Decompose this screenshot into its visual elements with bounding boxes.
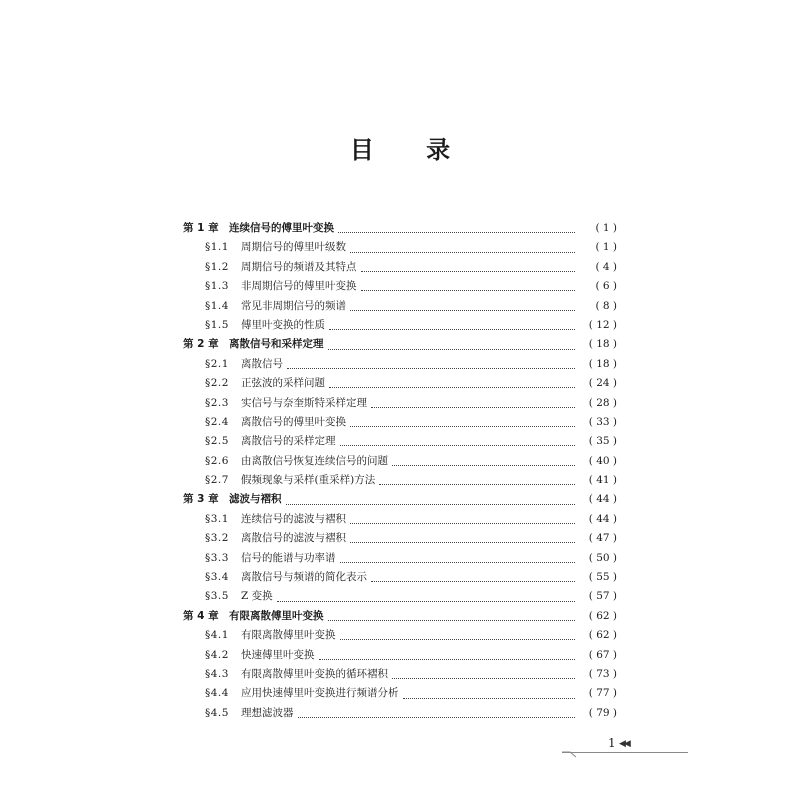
toc-entry-page: ( 50 ) (588, 551, 617, 564)
toc-entry-page: ( 41 ) (588, 474, 617, 487)
toc-leader-dots (319, 659, 576, 660)
table-of-contents (183, 220, 617, 724)
toc-entry-title: 常见非周期信号的频谱 (241, 299, 346, 312)
toc-leader-dots (298, 717, 576, 718)
toc-entry-page: ( 62 ) (588, 629, 617, 642)
toc-entry-number: §3.3 (205, 551, 229, 564)
toc-section-entry (183, 588, 617, 607)
toc-entry-page: ( 77 ) (588, 687, 617, 700)
toc-entry-page: ( 33 ) (588, 415, 617, 428)
toc-section-entry (183, 414, 617, 433)
toc-entry-title: 信号的能谱与功率谱 (241, 551, 336, 564)
footer-notch-decoration (562, 748, 576, 758)
toc-entry-page: ( 4 ) (595, 260, 617, 273)
page-title: 目 录 (349, 135, 473, 164)
toc-leader-dots (371, 407, 575, 408)
toc-section-entry (183, 530, 617, 549)
toc-entry-title: 理想滤波器 (241, 706, 294, 719)
toc-entry-title: 连续信号的傅里叶变换 (229, 222, 334, 234)
toc-entry-number: §4.4 (205, 687, 229, 700)
toc-entry-number: 第 1 章 (183, 222, 219, 234)
toc-entry-title: Z 变换 (241, 590, 273, 603)
toc-leader-dots (340, 639, 576, 640)
toc-entry-number: §1.3 (205, 280, 229, 293)
toc-entry-number: §4.1 (205, 629, 229, 642)
footer-rule (562, 752, 688, 753)
toc-leader-dots (350, 426, 575, 427)
toc-entry-page: ( 79 ) (588, 706, 617, 719)
toc-leader-dots (350, 252, 575, 253)
toc-chapter-entry (183, 336, 617, 355)
toc-entry-title: 有限离散傅里叶变换的循环褶积 (241, 667, 388, 680)
toc-entry-page: ( 12 ) (588, 318, 617, 331)
toc-entry-page: ( 67 ) (588, 648, 617, 661)
toc-entry-number: §1.2 (205, 260, 229, 273)
toc-leader-dots (371, 581, 575, 582)
footer-page-number: 1 (608, 736, 616, 750)
toc-leader-dots (392, 465, 575, 466)
toc-leader-dots (286, 504, 576, 505)
toc-entry-number: §2.1 (205, 357, 229, 370)
toc-entry-title: 离散信号和采样定理 (229, 338, 324, 351)
toc-entry-number: 第 2 章 (183, 338, 219, 351)
toc-entry-page: ( 35 ) (588, 435, 617, 448)
toc-leader-dots (379, 484, 575, 485)
toc-section-entry (183, 511, 617, 530)
toc-section-entry (183, 569, 617, 588)
toc-leader-dots (340, 445, 576, 446)
toc-entry-number: §2.5 (205, 435, 229, 448)
toc-entry-number: §3.1 (205, 512, 229, 525)
toc-entry-number: §4.2 (205, 648, 229, 661)
toc-section-entry (183, 453, 617, 472)
toc-entry-title: 连续信号的滤波与褶积 (241, 512, 346, 525)
toc-entry-page: ( 18 ) (588, 357, 617, 370)
toc-entry-page: ( 73 ) (588, 667, 617, 680)
toc-entry-number: 第 4 章 (183, 609, 219, 622)
toc-section-entry (183, 317, 617, 336)
toc-entry-page: ( 24 ) (588, 377, 617, 390)
toc-entry-number: §2.4 (205, 415, 229, 428)
toc-entry-page: ( 44 ) (588, 512, 617, 525)
toc-section-entry (183, 550, 617, 569)
toc-chapter-entry (183, 491, 617, 510)
toc-entry-title: 离散信号与频谱的简化表示 (241, 571, 367, 584)
toc-leader-dots (403, 698, 576, 699)
toc-entry-title: 正弦波的采样问题 (241, 377, 325, 390)
toc-section-entry (183, 278, 617, 297)
toc-entry-number: §2.7 (205, 474, 229, 487)
toc-entry-number: §2.3 (205, 396, 229, 409)
toc-section-entry (183, 375, 617, 394)
toc-section-entry (183, 259, 617, 278)
toc-entry-title: 实信号与奈奎斯特采样定理 (241, 396, 367, 409)
toc-section-entry (183, 666, 617, 685)
toc-entry-title: 应用快速傅里叶变换进行频谱分析 (241, 687, 399, 700)
toc-entry-number: 第 3 章 (183, 493, 219, 506)
toc-entry-number: §4.3 (205, 667, 229, 680)
footer-arrows-icon: ◀◀ (619, 739, 629, 749)
toc-entry-page: ( 57 ) (588, 590, 617, 603)
toc-entry-number: §4.5 (205, 706, 229, 719)
toc-leader-dots (350, 523, 575, 524)
toc-entry-title: 周期信号的傅里叶级数 (241, 241, 346, 254)
toc-entry-title: 由离散信号恢复连续信号的问题 (241, 454, 388, 467)
toc-entry-page: ( 47 ) (588, 532, 617, 545)
toc-entry-title: 有限离散傅里叶变换 (229, 609, 324, 622)
toc-entry-title: 离散信号的滤波与褶积 (241, 532, 346, 545)
toc-entry-number: §1.1 (205, 241, 229, 254)
toc-entry-title: 离散信号的采样定理 (241, 435, 336, 448)
toc-entry-title: 非周期信号的傅里叶变换 (241, 280, 357, 293)
toc-entry-title: 滤波与褶积 (229, 493, 282, 506)
toc-leader-dots (361, 290, 576, 291)
toc-leader-dots (328, 349, 576, 350)
toc-entry-number: §2.6 (205, 454, 229, 467)
toc-entry-number: §1.4 (205, 299, 229, 312)
toc-entry-title: 离散信号 (241, 357, 283, 370)
toc-entry-number: §3.5 (205, 590, 229, 603)
toc-entry-page: ( 18 ) (588, 338, 617, 351)
toc-leader-dots (277, 601, 575, 602)
toc-entry-page: ( 62 ) (588, 609, 617, 622)
toc-entry-title: 傅里叶变换的性质 (241, 318, 325, 331)
toc-section-entry (183, 647, 617, 666)
toc-leader-dots (350, 542, 575, 543)
toc-entry-title: 快速傅里叶变换 (241, 648, 315, 661)
toc-entry-number: §3.2 (205, 532, 229, 545)
toc-leader-dots (329, 387, 575, 388)
toc-section-entry (183, 298, 617, 317)
toc-entry-title: 离散信号的傅里叶变换 (241, 415, 346, 428)
toc-entry-title: 有限离散傅里叶变换 (241, 629, 336, 642)
toc-section-entry (183, 627, 617, 646)
toc-entry-title: 周期信号的频谱及其特点 (241, 260, 357, 273)
toc-leader-dots (328, 620, 576, 621)
toc-section-entry (183, 685, 617, 704)
toc-entry-number: §3.4 (205, 571, 229, 584)
toc-leader-dots (287, 368, 575, 369)
toc-leader-dots (350, 310, 575, 311)
toc-entry-page: ( 44 ) (588, 493, 617, 506)
toc-entry-page: ( 1 ) (595, 241, 617, 254)
toc-section-entry (183, 395, 617, 414)
toc-leader-dots (392, 678, 575, 679)
toc-section-entry (183, 705, 617, 724)
toc-leader-dots (361, 271, 576, 272)
toc-entry-number: §2.2 (205, 377, 229, 390)
toc-leader-dots (329, 329, 575, 330)
toc-chapter-entry (183, 608, 617, 627)
toc-entry-page: ( 40 ) (588, 454, 617, 467)
toc-entry-page: ( 55 ) (588, 571, 617, 584)
toc-entry-page: ( 28 ) (588, 396, 617, 409)
toc-section-entry (183, 239, 617, 258)
toc-section-entry (183, 356, 617, 375)
toc-entry-page: ( 6 ) (595, 280, 617, 293)
toc-entry-page: ( 8 ) (595, 299, 617, 312)
toc-chapter-entry (183, 220, 617, 239)
toc-entry-number: §1.5 (205, 318, 229, 331)
toc-entry-title: 假频现象与采样(重采样)方法 (241, 474, 376, 487)
toc-section-entry (183, 433, 617, 452)
toc-entry-page: ( 1 ) (595, 222, 617, 234)
toc-leader-dots (338, 232, 575, 233)
toc-leader-dots (340, 562, 576, 563)
toc-section-entry (183, 472, 617, 491)
